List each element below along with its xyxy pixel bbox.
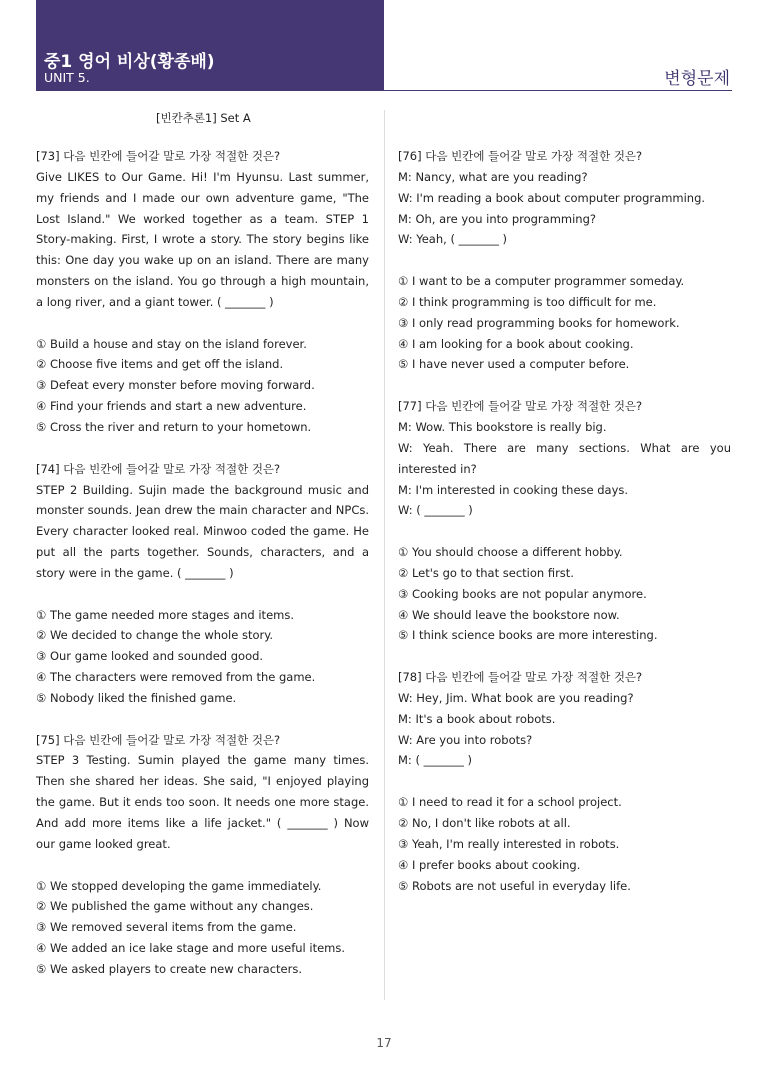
answer-option: ② Let's go to that section first. <box>398 565 574 580</box>
passage-line: W: Are you into robots? <box>398 732 533 747</box>
question-number: [74] 다음 빈칸에 들어갈 말로 가장 적절한 것은? <box>36 461 281 476</box>
question-number: [76] 다음 빈칸에 들어갈 말로 가장 적절한 것은? <box>398 149 643 163</box>
answer-option: ② No, I don't like robots at all. <box>398 816 571 830</box>
column-divider <box>384 110 385 1000</box>
answer-option: ② I think programming is too difficult for me. <box>398 294 657 309</box>
answer-option: ① I want to be a computer programmer someday. <box>398 274 685 289</box>
section-label: 변형문제 <box>664 69 730 89</box>
passage-line: Story-making. First, I wrote a story. The story begins like <box>36 232 369 247</box>
answer-option: ③ Defeat every monster before moving forward. <box>36 378 315 393</box>
question-block <box>36 146 369 459</box>
passage-line: our game looked great. <box>36 836 171 851</box>
answer-option: ⑤ I think science books are more interesting. <box>398 628 658 643</box>
answer-option: ④ We should leave the bookstore now. <box>398 607 620 622</box>
answer-option: ① Build a house and stay on the island forever. <box>36 336 307 351</box>
answer-option: ② We decided to change the whole story. <box>36 628 274 643</box>
question-block <box>398 667 731 896</box>
question-number: [77] 다음 빈칸에 들어갈 말로 가장 적절한 것은? <box>398 399 643 414</box>
answer-option: ④ We added an ice lake stage and more useful items. <box>36 941 346 956</box>
answer-option: ⑤ Nobody liked the finished game. <box>36 690 237 705</box>
page-number: 17 <box>376 1036 392 1050</box>
question-block <box>36 730 369 980</box>
passage-line: the game. But it ends too soon. It needs one more stage. <box>36 795 369 810</box>
passage-line: M: I'm interested in cooking these days. <box>398 482 629 497</box>
passage-line: Give LIKES to Our Game. Hi! I'm Hyunsu. Last summer, <box>36 169 369 184</box>
passage-line: STEP 3 Testing. Sumin played the game many times. <box>36 753 369 768</box>
unit-label: UNIT 5. <box>44 70 90 85</box>
answer-option: ④ I am looking for a book about cooking. <box>398 336 634 351</box>
right-column <box>398 146 731 896</box>
answer-option: ④ Find your friends and start a new adventure. <box>36 399 307 414</box>
passage-line: a long river, and a giant tower. ( _______ ) <box>36 294 274 309</box>
passage-line: W: Yeah. There are many sections. What are you <box>398 440 731 455</box>
answer-option: ③ Yeah, I'm really interested in robots. <box>398 836 620 851</box>
passage-line: W: I'm reading a book about computer programming. <box>398 190 706 205</box>
passage-line: my friends and I made our own adventure game, "The <box>36 190 369 205</box>
left-column <box>36 146 369 980</box>
passage-line: this: One day you wake up on an island. There are many <box>36 253 369 268</box>
passage-line: W: Yeah, ( _______ ) <box>398 232 507 247</box>
answer-option: ⑤ I have never used a computer before. <box>398 357 630 372</box>
passage-line: interested in? <box>398 461 477 476</box>
question-block <box>398 396 731 667</box>
passage-line: Then she shared her ideas. She said, "I enjoyed playing <box>36 774 369 789</box>
answer-option: ③ We removed several items from the game. <box>36 920 297 935</box>
answer-option: ⑤ We asked players to create new characters. <box>36 961 303 976</box>
passage-line: W: Hey, Jim. What book are you reading? <box>398 690 634 705</box>
set-title: [빈칸추론1] Set A <box>156 111 251 125</box>
answer-option: ④ I prefer books about cooking. <box>398 857 581 872</box>
passage-line: W: ( _______ ) <box>398 503 473 518</box>
passage-line: put all the parts together. Sounds, characters, and a <box>36 545 369 560</box>
question-number: [73] 다음 빈칸에 들어갈 말로 가장 적절한 것은? <box>36 149 281 163</box>
passage-line: M: Oh, are you into programming? <box>398 211 597 226</box>
answer-option: ① You should choose a different hobby. <box>398 545 623 560</box>
question-number: [75] 다음 빈칸에 들어갈 말로 가장 적절한 것은? <box>36 732 281 747</box>
passage-line: monster sounds. Jean drew the main character and NPCs. <box>36 503 369 518</box>
question-block <box>398 146 731 396</box>
answer-option: ③ Our game looked and sounded good. <box>36 649 264 664</box>
passage-line: Every character looked real. Minwoo coded the game. He <box>36 524 369 539</box>
passage-line: M: Nancy, what are you reading? <box>398 169 588 184</box>
passage-line: Lost Island." We worked together as a team. STEP 1 <box>36 211 369 226</box>
answer-option: ③ I only read programming books for homework. <box>398 315 680 330</box>
answer-option: ① I need to read it for a school project. <box>398 795 622 810</box>
answer-option: ② We published the game without any changes. <box>36 899 314 914</box>
answer-option: ⑤ Cross the river and return to your hometown. <box>36 419 312 434</box>
answer-option: ④ The characters were removed from the game. <box>36 670 316 685</box>
page-title: 중1 영어 비상(황종배) <box>44 52 215 72</box>
passage-line: STEP 2 Building. Sujin made the background music and <box>36 482 369 497</box>
passage-line: M: ( _______ ) <box>398 753 472 768</box>
answer-option: ③ Cooking books are not popular anymore. <box>398 586 647 601</box>
passage-line: monsters on the island. You go through a high mountain, <box>36 274 369 289</box>
passage-line: M: Wow. This bookstore is really big. <box>398 419 607 434</box>
passage-line: M: It's a book about robots. <box>398 711 556 726</box>
passage-line: And add more items like a life jacket." ( _______ ) Now <box>36 816 369 830</box>
header-divider <box>384 90 732 91</box>
passage-line: story were in the game. ( _______ ) <box>36 565 234 580</box>
answer-option: ⑤ Robots are not useful in everyday life. <box>398 878 631 893</box>
answer-option: ① We stopped developing the game immediately. <box>36 878 322 893</box>
answer-option: ① The game needed more stages and items. <box>36 607 294 622</box>
question-block <box>36 459 369 730</box>
question-number: [78] 다음 빈칸에 들어갈 말로 가장 적절한 것은? <box>398 670 643 685</box>
answer-option: ② Choose five items and get off the island. <box>36 357 284 372</box>
